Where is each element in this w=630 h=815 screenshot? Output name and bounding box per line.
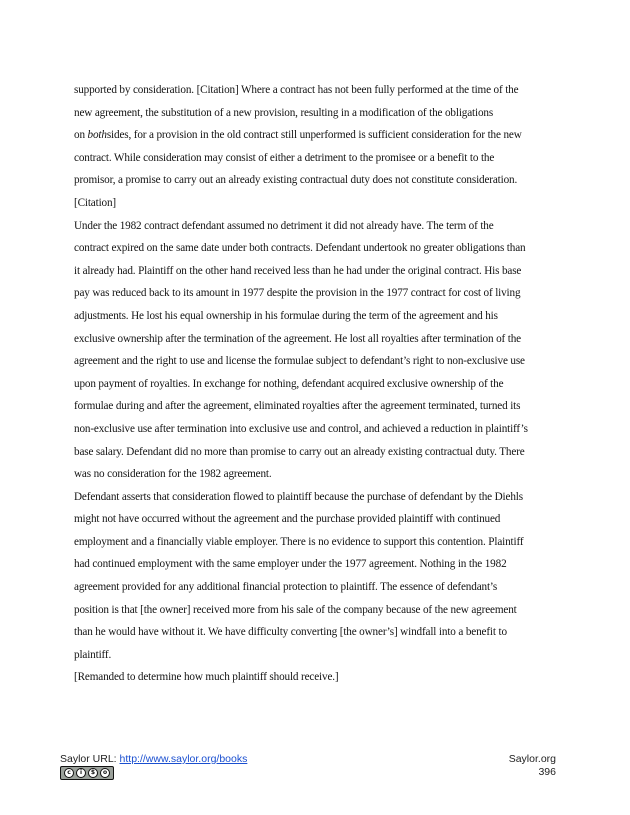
page-number: 396 [538, 766, 556, 778]
text-line: agreement provided for any additional financial protection to plaintiff. The essence of defendant’s [74, 581, 498, 594]
text-line: exclusive ownership after the termination of the agreement. He lost all royalties after termination of the [74, 332, 521, 345]
saylor-books-link[interactable]: http://www.saylor.org/books [119, 753, 248, 765]
text-line: [Remanded to determine how much plaintiff should receive.] [74, 671, 339, 684]
text-line: had continued employment with the same employer under the 1977 agreement. Nothing in the 1982 [74, 558, 507, 571]
emphasis-text: both [87, 129, 107, 142]
text-line: [Citation] [74, 196, 116, 209]
footer-page-info [509, 753, 556, 779]
text-line: was no consideration for the 1982 agreement. [74, 468, 272, 481]
text-line: promisor, a promise to carry out an already existing contractual duty does not constitute consideration. [74, 174, 518, 187]
text-line: agreement and the right to use and license the formulae subject to defendant’s right to non-exclusive use [74, 355, 525, 368]
cc-icon: c [64, 768, 74, 778]
creative-commons-license-badge[interactable] [60, 766, 114, 780]
nc-icon: $ [88, 768, 98, 778]
text-line: adjustments. He lost his equal ownership in his formulae during the term of the agreement and his [74, 309, 498, 322]
footer-site: Saylor.org [508, 753, 556, 765]
text-line: non-exclusive use after termination into exclusive use and control, and achieved a reduction in plaintiff’s [74, 422, 528, 435]
text-fragment: on [74, 129, 88, 142]
text-line: supported by consideration. [Citation] Where a contract has not been fully performed at the time of the [74, 84, 519, 96]
text-line: employment and a financially viable employer. There is no evidence to support this contention. Plaintiff [74, 535, 524, 548]
text-fragment: sides, for a provision in the old contract still unperformed is sufficient consideration for the new [106, 129, 522, 142]
sa-icon: o [100, 768, 110, 778]
text-line: upon payment of royalties. In exchange for nothing, defendant acquired exclusive ownership of the [74, 377, 504, 390]
footer-url-prefix: Saylor URL: [60, 753, 120, 765]
text-line: pay was reduced back to its amount in 1977 despite the provision in the 1977 contract for cost of living [74, 287, 521, 300]
text-line [74, 124, 558, 147]
text-line: new agreement, the substitution of a new provision, resulting in a modification of the obligations [74, 106, 494, 119]
text-line: position is that [the owner] received more from his sale of the company because of the new agreement [74, 603, 517, 616]
text-line: than he would have without it. We have difficulty converting [the owner’s] windfall into a benefit to [74, 626, 507, 639]
text-line: Under the 1982 contract defendant assumed no detriment it did not already have. The term of the [74, 219, 494, 232]
text-line: it already had. Plaintiff on the other hand received less than he had under the original contract. His base [74, 264, 522, 277]
text-line: formulae during and after the agreement, eliminated royalties after the agreement terminated, turned its [74, 400, 521, 413]
body-text [74, 79, 558, 689]
footer-source [60, 753, 247, 765]
text-line: plaintiff. [74, 648, 112, 661]
text-line: base salary. Defendant did no more than promise to carry out an already existing contractual duty. There [74, 445, 525, 458]
text-line: contract expired on the same date under both contracts. Defendant undertook no greater obligations than [74, 242, 526, 255]
text-line: contract. While consideration may consist of either a detriment to the promisee or a benefit to the [74, 151, 495, 164]
text-line: Defendant asserts that consideration flowed to plaintiff because the purchase of defendant by the Diehls [74, 490, 523, 503]
text-line: might not have occurred without the agreement and the purchase provided plaintiff with continued [74, 513, 501, 526]
by-icon: i [76, 768, 86, 778]
